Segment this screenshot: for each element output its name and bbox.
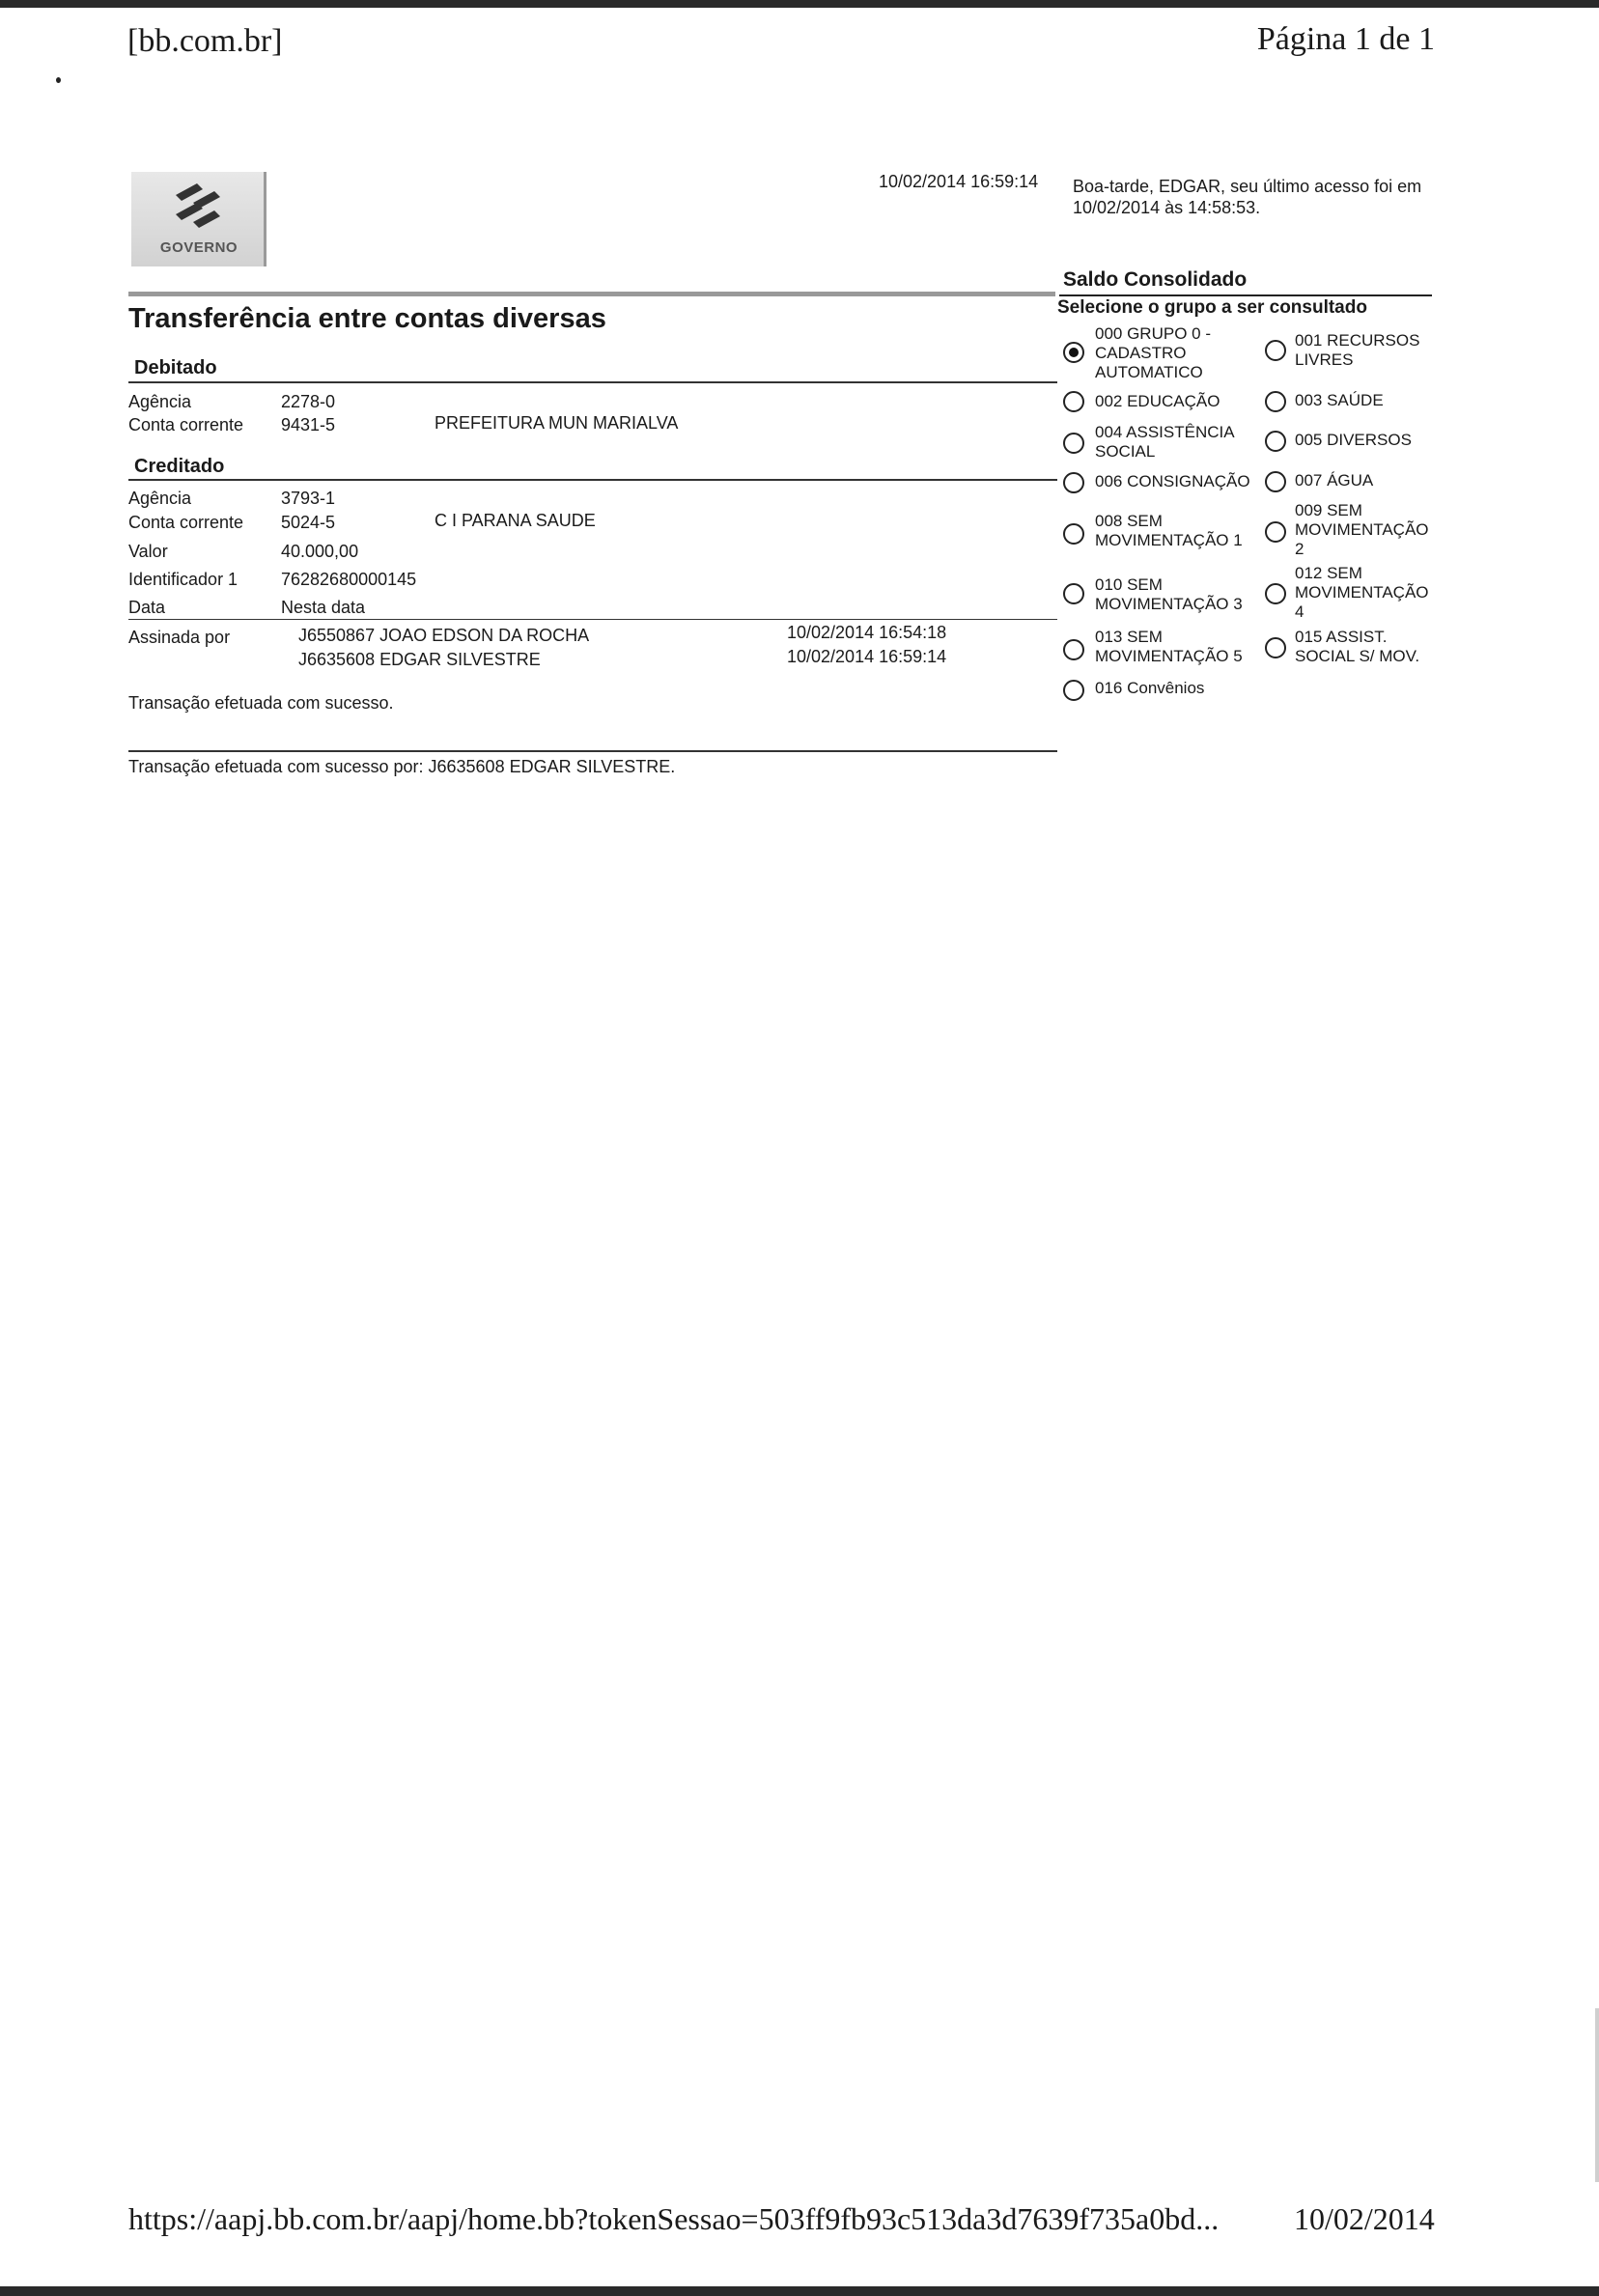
credit-titular: C I PARANA SAUDE [435, 511, 596, 530]
credit-agencia-value: 3793-1 [281, 489, 336, 508]
debit-agencia-label: Agência [128, 392, 192, 411]
group-radio-000[interactable] [1063, 342, 1084, 363]
creditado-heading: Creditado [134, 456, 225, 477]
data-label: Data [128, 598, 166, 617]
print-header-page: Página 1 de 1 [1256, 21, 1435, 57]
assinada-rule [128, 619, 1057, 620]
identificador-value: 76282680000145 [281, 570, 417, 589]
saldo-subtitle: Selecione o grupo a ser consultado [1057, 297, 1367, 318]
scan-border-top [0, 0, 1599, 8]
scan-border-bottom [0, 2286, 1599, 2296]
group-label: 005 DIVERSOS [1295, 431, 1412, 449]
debitado-rule [128, 381, 1057, 383]
group-radio-005[interactable] [1265, 431, 1286, 452]
signer-datetime: 10/02/2014 16:54:18 [787, 623, 947, 642]
credit-agencia-label: Agência [128, 489, 192, 508]
creditado-rule [128, 479, 1057, 481]
final-rule [128, 750, 1057, 752]
debitado-heading: Debitado [134, 357, 217, 378]
group-label: 001 RECURSOS LIVRES [1295, 331, 1420, 369]
group-radio-008[interactable] [1063, 523, 1084, 545]
data-value: Nesta data [281, 598, 366, 617]
group-radio-004[interactable] [1063, 433, 1084, 454]
group-label: 016 Convênios [1095, 679, 1205, 697]
credit-conta-label: Conta corrente [128, 513, 244, 532]
group-radio-013[interactable] [1063, 639, 1084, 660]
print-footer-date: 10/02/2014 [1294, 2201, 1435, 2236]
saldo-divider [1059, 294, 1432, 296]
group-label: 008 SEM MOVIMENTAÇÃO 1 [1095, 512, 1243, 549]
banco-do-brasil-icon [168, 182, 228, 238]
group-radio-003[interactable] [1265, 391, 1286, 412]
group-label: 007 ÁGUA [1295, 471, 1374, 490]
group-radio-009[interactable] [1265, 521, 1286, 543]
final-status-message: Transação efetuada com sucesso por: J6635608 EDGAR SILVESTRE. [128, 757, 676, 776]
greeting-text: Boa-tarde, EDGAR, seu último acesso foi em 10/02/2014 às 14:58:53. [1073, 177, 1422, 217]
group-label: 002 EDUCAÇÃO [1095, 392, 1220, 410]
session-timestamp: 10/02/2014 16:59:14 [879, 172, 1039, 191]
group-radio-010[interactable] [1063, 583, 1084, 604]
logo-label: GOVERNO [159, 239, 238, 256]
valor-value: 40.000,00 [281, 542, 359, 561]
group-radio-012[interactable] [1265, 583, 1286, 604]
group-label: 000 GRUPO 0 - CADASTRO AUTOMATICO [1095, 324, 1211, 381]
valor-label: Valor [128, 542, 168, 561]
group-radio-002[interactable] [1063, 391, 1084, 412]
group-radio-016[interactable] [1063, 680, 1084, 701]
signer-datetime: 10/02/2014 16:59:14 [787, 647, 947, 666]
group-label: 004 ASSISTÊNCIA SOCIAL [1095, 423, 1235, 461]
debit-conta-value: 9431-5 [281, 415, 336, 434]
debit-titular: PREFEITURA MUN MARIALVA [435, 413, 679, 433]
debit-conta-label: Conta corrente [128, 415, 244, 434]
group-radio-006[interactable] [1063, 472, 1084, 493]
identificador-label: Identificador 1 [128, 570, 238, 589]
print-footer-url: https://aapj.bb.com.br/aapj/home.bb?tokenSessao=503ff9fb93c513da3d7639f735a0bd... [128, 2201, 1220, 2236]
group-radio-015[interactable] [1265, 637, 1286, 658]
assinada-label: Assinada por [128, 628, 231, 647]
saldo-title: Saldo Consolidado [1063, 268, 1248, 291]
group-label: 013 SEM MOVIMENTAÇÃO 5 [1095, 628, 1243, 665]
group-radio-007[interactable] [1265, 471, 1286, 492]
scan-speck [56, 77, 61, 83]
debit-agencia-value: 2278-0 [281, 392, 336, 411]
status-message: Transação efetuada com sucesso. [128, 693, 394, 713]
group-label: 015 ASSIST. SOCIAL S/ MOV. [1295, 628, 1420, 665]
group-label: 012 SEM MOVIMENTAÇÃO 4 [1295, 564, 1429, 621]
print-header-site: [bb.com.br] [127, 23, 283, 59]
header-rule [128, 292, 1055, 296]
page-title: Transferência entre contas diversas [128, 303, 606, 334]
group-label: 009 SEM MOVIMENTAÇÃO 2 [1295, 501, 1429, 558]
group-label: 006 CONSIGNAÇÃO [1095, 472, 1250, 490]
group-radio-001[interactable] [1265, 340, 1286, 361]
group-label: 010 SEM MOVIMENTAÇÃO 3 [1095, 575, 1243, 613]
scan-border-right [1595, 2008, 1599, 2182]
credit-conta-value: 5024-5 [281, 513, 336, 532]
signer-name: J6635608 EDGAR SILVESTRE [298, 650, 541, 669]
signer-name: J6550867 JOAO EDSON DA ROCHA [298, 626, 590, 645]
group-label: 003 SAÚDE [1295, 391, 1384, 409]
governo-logo[interactable] [131, 172, 266, 266]
